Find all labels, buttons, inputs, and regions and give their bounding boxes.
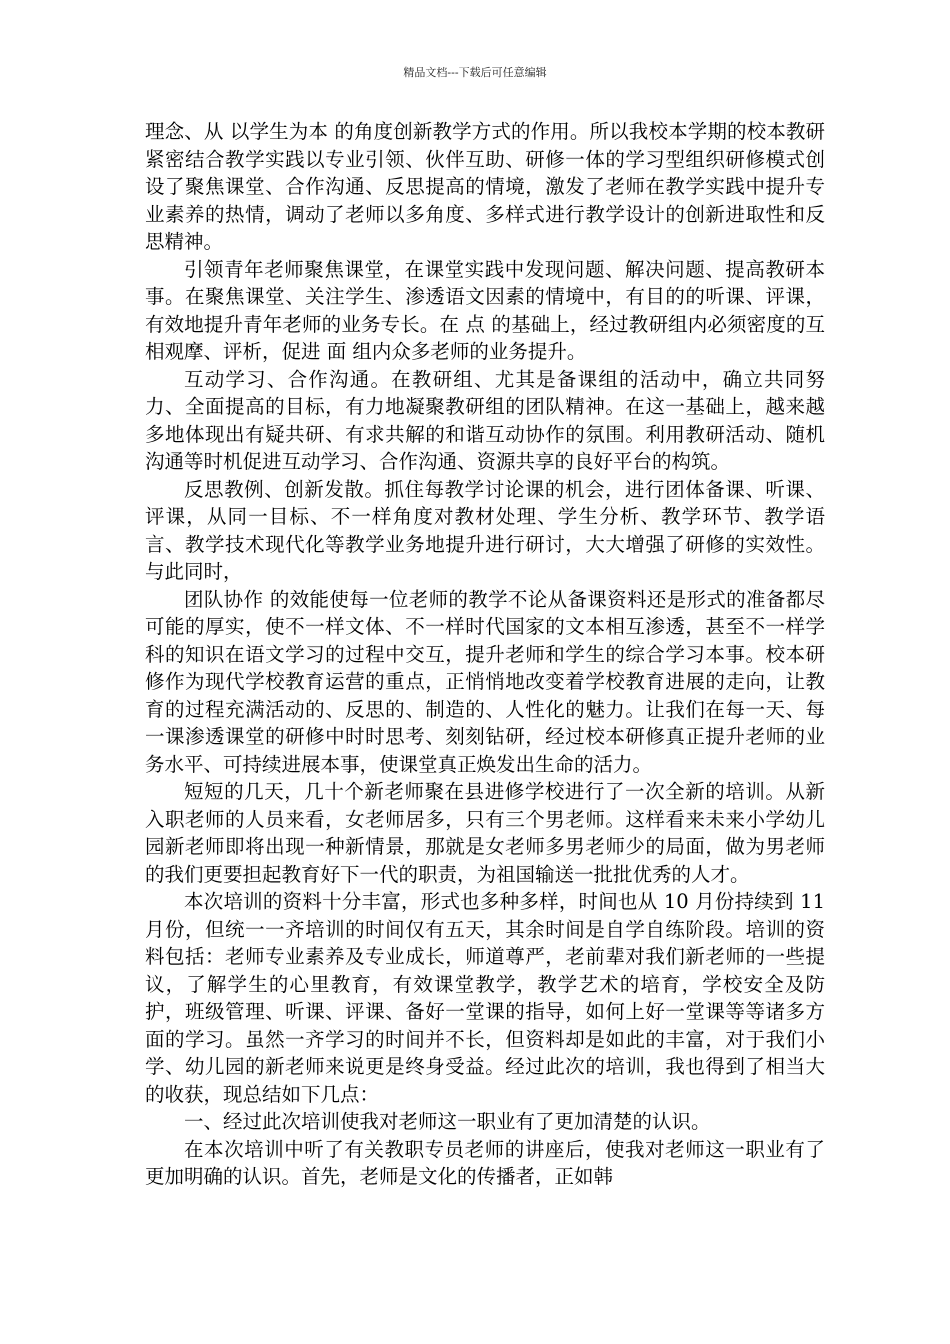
paragraph: 反思教例、创新发散。抓住每教学讨论课的机会，进行团体备课、听课、评课，从同一目标、不一样角度对教材处理、学生分析、教学环节、教学语言、教学技术现代化等教学业务地提升进行研讨，大大增强了研修的实效性。与此同时，: [145, 477, 825, 583]
section-heading: 一、经过此次培训使我对老师这一职业有了更加清楚的认识。: [184, 1110, 711, 1133]
paragraph-continuation: 理念、从 以学生为本 的角度创新教学方式的作用。所以我校本学期的校本教研紧密结合教学实践以专业引领、伙伴互助、研修一体的学习型组织研修模式创设了聚焦课堂、合作沟通、反思提高的情境，激发了老师在教学实践中提升专业素养的热情，调动了老师以多角度、多样式进行教学设计的创新进取性和反思精神。: [145, 120, 825, 253]
paragraph: 本次培训的资料十分丰富，形式也多种多样，时间也从 10 月份持续到 11 月份，但统一一齐培训的时间仅有五天，其余时间是自学自练阶段。培训的资料包括：老师专业素养及专业成长，师道尊严，老前辈对我们新老师的一些提议，了解学生的心里教育，有效课堂教学，教学艺术的培育，学校安全及防护，班级管理、听课、评课、备好一堂课的指导，如何上好一堂课等等诸多方面的学习。虽然一齐学习的时间并不长，但资料却是如此的丰富，对于我们小学、幼儿园的新老师来说更是终身受益。经过此次的培训，我也得到了相当大的收获，现总结如下几点：: [145, 890, 825, 1106]
paragraph: 互动学习、合作沟通。在教研组、尤其是备课组的活动中，确立共同努力、全面提高的目标，有力地凝聚教研组的团队精神。在这一基础上，越来越多地体现出有疑共研、有求共解的和谐互动协作的氛围。利用教研活动、随机沟通等时机促进互动学习、合作沟通、资源共享的良好平台的构筑。: [145, 367, 825, 473]
paragraph: 团队协作 的效能使每一位老师的教学不论从备课资料还是形式的准备都尽可能的厚实，使不一样文体、不一样时代国家的文本相互渗透，甚至不一样学科的知识在语文学习的过程中交互，提升老师和学生的综合学习本事。校本研修作为现代学校教育运营的重点，正悄悄地改变着学校教育进展的走向，让教育的过程充满活动的、反思的、制造的、人性化的魅力。让我们在每一天、每一课渗透课堂的研修中时时思考、刻刻钻研，经过校本研修真正提升老师的业务水平、可持续进展本事，使课堂真正焕发出生命的活力。: [145, 587, 825, 776]
document-body: [145, 118, 825, 1191]
paragraph: 在本次培训中听了有关教职专员老师的讲座后，使我对老师这一职业有了更加明确的认识。首先，老师是文化的传播者，正如韩: [145, 1137, 825, 1188]
paragraph: 短短的几天，几十个新老师聚在县进修学校进行了一次全新的培训。从新入职老师的人员来看，女老师居多，只有三个男老师。这样看来未来小学幼儿园新老师即将出现一种新情景，那就是女老师多男老师少的局面，做为男老师的我们更要担起教育好下一代的职责，为祖国输送一批批优秀的人才。: [145, 780, 825, 886]
page-header: 精品文档---下载后可任意编辑: [403, 66, 547, 79]
paragraph: 引领青年老师聚焦课堂，在课堂实践中发现问题、解决问题、提高教研本事。在聚焦课堂、关注学生、渗透语文因素的情境中，有目的的听课、评课，有效地提升青年老师的业务专长。在 点 的基础上，经过教研组内必须密度的互相观摩、评析，促进 面 组内众多老师的业务提升。: [145, 257, 825, 363]
